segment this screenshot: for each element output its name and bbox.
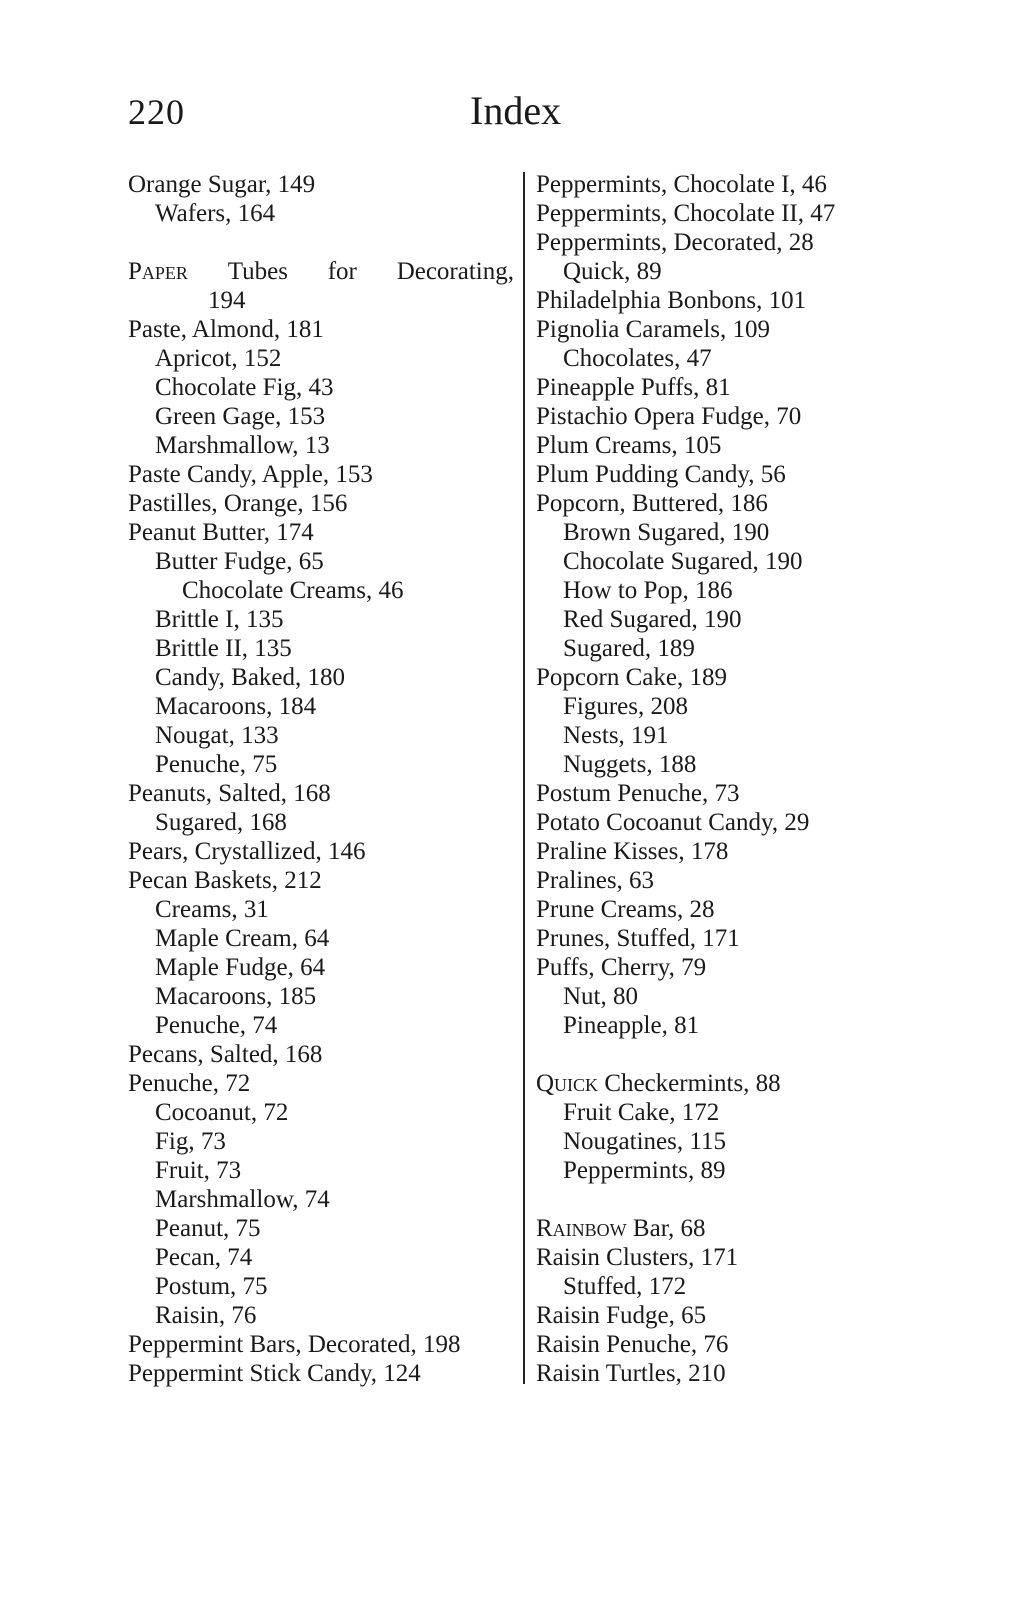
index-column-right	[536, 170, 936, 1388]
index-entry: Stuffed, 172	[563, 1273, 687, 1300]
index-entry: Puffs, Cherry, 79	[536, 954, 707, 981]
index-entry: Prune Creams, 28	[536, 896, 715, 923]
index-entry: Fruit Cake, 172	[563, 1099, 720, 1126]
index-entry	[536, 1214, 936, 1243]
index-entry: Raisin Turtles, 210	[536, 1360, 726, 1387]
index-entry: Peppermints, 89	[563, 1157, 726, 1184]
index-entry: Pecans, Salted, 168	[128, 1041, 323, 1068]
index-entry: Quick, 89	[563, 258, 662, 285]
index-entry: Brittle I, 135	[155, 606, 284, 633]
index-entry: Orange Sugar, 149	[128, 171, 316, 198]
index-entry	[128, 257, 514, 286]
index-entry: Creams, 31	[155, 896, 269, 923]
page-number: 220	[128, 92, 185, 132]
index-entry: Plum Creams, 105	[536, 432, 722, 459]
index-entry-word: Decorating,	[396, 258, 514, 285]
index-entry: Chocolates, 47	[563, 345, 712, 372]
index-entry: Marshmallow, 13	[155, 432, 330, 459]
index-entry: Pastilles, Orange, 156	[128, 490, 348, 517]
index-entry: Cocoanut, 72	[155, 1099, 289, 1126]
index-entry: Chocolate Fig, 43	[155, 374, 334, 401]
index-entry: Nougatines, 115	[563, 1128, 726, 1155]
index-entry: Apricot, 152	[155, 345, 282, 372]
index-entry: Maple Cream, 64	[155, 925, 330, 952]
entry-gap	[536, 1185, 936, 1214]
page-title: Index	[470, 88, 562, 133]
index-entry: Chocolate Sugared, 190	[563, 548, 803, 575]
index-entry: Raisin Penuche, 76	[536, 1331, 729, 1358]
index-entry: Pralines, 63	[536, 867, 655, 894]
index-entry: Pineapple, 81	[563, 1012, 700, 1039]
index-entry: 194	[208, 287, 246, 314]
index-entry: Red Sugared, 190	[563, 606, 742, 633]
index-column-left	[128, 170, 514, 1388]
index-entry: Paste, Almond, 181	[128, 316, 324, 343]
index-entry: Raisin, 76	[155, 1302, 257, 1329]
index-entry: Butter Fudge, 65	[155, 548, 324, 575]
index-entry	[536, 1069, 936, 1098]
index-entry: Peppermints, Chocolate I, 46	[536, 171, 827, 198]
index-entry: Maple Fudge, 64	[155, 954, 326, 981]
index-entry: Brittle II, 135	[155, 635, 292, 662]
index-entry: Postum, 75	[155, 1273, 268, 1300]
index-entry: Paste Candy, Apple, 153	[128, 461, 373, 488]
index-entry: Nougat, 133	[155, 722, 279, 749]
index-entry: Praline Kisses, 178	[536, 838, 729, 865]
index-entry: Nuggets, 188	[563, 751, 697, 778]
column-divider	[523, 172, 525, 1384]
index-entry: Figures, 208	[563, 693, 688, 720]
index-entry: Peppermints, Decorated, 28	[536, 229, 814, 256]
index-entry: Macaroons, 185	[155, 983, 317, 1010]
index-entry-word: Tubes	[227, 258, 288, 285]
index-entry: Popcorn, Buttered, 186	[536, 490, 768, 517]
index-entry: Fruit, 73	[155, 1157, 242, 1184]
index-entry: Marshmallow, 74	[155, 1186, 330, 1213]
index-entry: Peanuts, Salted, 168	[128, 780, 331, 807]
index-entry: Wafers, 164	[155, 200, 276, 227]
entry-gap	[128, 228, 514, 257]
index-entry: Penuche, 74	[155, 1012, 278, 1039]
index-entry: Brown Sugared, 190	[563, 519, 770, 546]
index-entry-word: Paper	[128, 258, 188, 285]
index-entry: Pistachio Opera Fudge, 70	[536, 403, 802, 430]
index-entry: Peanut Butter, 174	[128, 519, 314, 546]
index-entry: Chocolate Creams, 46	[182, 577, 404, 604]
index-entry: Pecan, 74	[155, 1244, 253, 1271]
index-entry: Peanut, 75	[155, 1215, 261, 1242]
index-entry: Peppermint Stick Candy, 124	[128, 1360, 421, 1387]
index-entry: Fig, 73	[155, 1128, 226, 1155]
index-entry: Pineapple Puffs, 81	[536, 374, 731, 401]
index-entry: Prunes, Stuffed, 171	[536, 925, 740, 952]
index-entry: Potato Cocoanut Candy, 29	[536, 809, 810, 836]
index-entry-lead: Quick	[536, 1070, 599, 1097]
index-entry: Pecan Baskets, 212	[128, 867, 322, 894]
entry-gap	[536, 1040, 936, 1069]
index-entry: Candy, Baked, 180	[155, 664, 346, 691]
index-entry: Raisin Clusters, 171	[536, 1244, 739, 1271]
index-entry-rest: Checkermints, 88	[598, 1070, 781, 1097]
index-entry: Sugared, 168	[155, 809, 287, 836]
index-entry: Plum Pudding Candy, 56	[536, 461, 786, 488]
index-entry: Macaroons, 184	[155, 693, 317, 720]
index-entry: Pears, Crystallized, 146	[128, 838, 366, 865]
index-entry: Philadelphia Bonbons, 101	[536, 287, 807, 314]
index-entry-rest: Bar, 68	[626, 1215, 706, 1242]
index-entry: Green Gage, 153	[155, 403, 326, 430]
index-entry-lead: Rainbow	[536, 1215, 627, 1242]
index-entry: Penuche, 72	[128, 1070, 251, 1097]
index-entry: Nut, 80	[563, 983, 638, 1010]
index-entry: Nests, 191	[563, 722, 669, 749]
index-entry: How to Pop, 186	[563, 577, 733, 604]
index-entry: Peppermints, Chocolate II, 47	[536, 200, 836, 227]
index-entry: Sugared, 189	[563, 635, 695, 662]
index-entry: Raisin Fudge, 65	[536, 1302, 707, 1329]
index-entry: Popcorn Cake, 189	[536, 664, 727, 691]
index-entry: Postum Penuche, 73	[536, 780, 740, 807]
index-entry-word: for	[327, 258, 357, 285]
index-entry: Peppermint Bars, Decorated, 198	[128, 1331, 461, 1358]
index-entry: Penuche, 75	[155, 751, 278, 778]
index-entry: Pignolia Caramels, 109	[536, 316, 770, 343]
